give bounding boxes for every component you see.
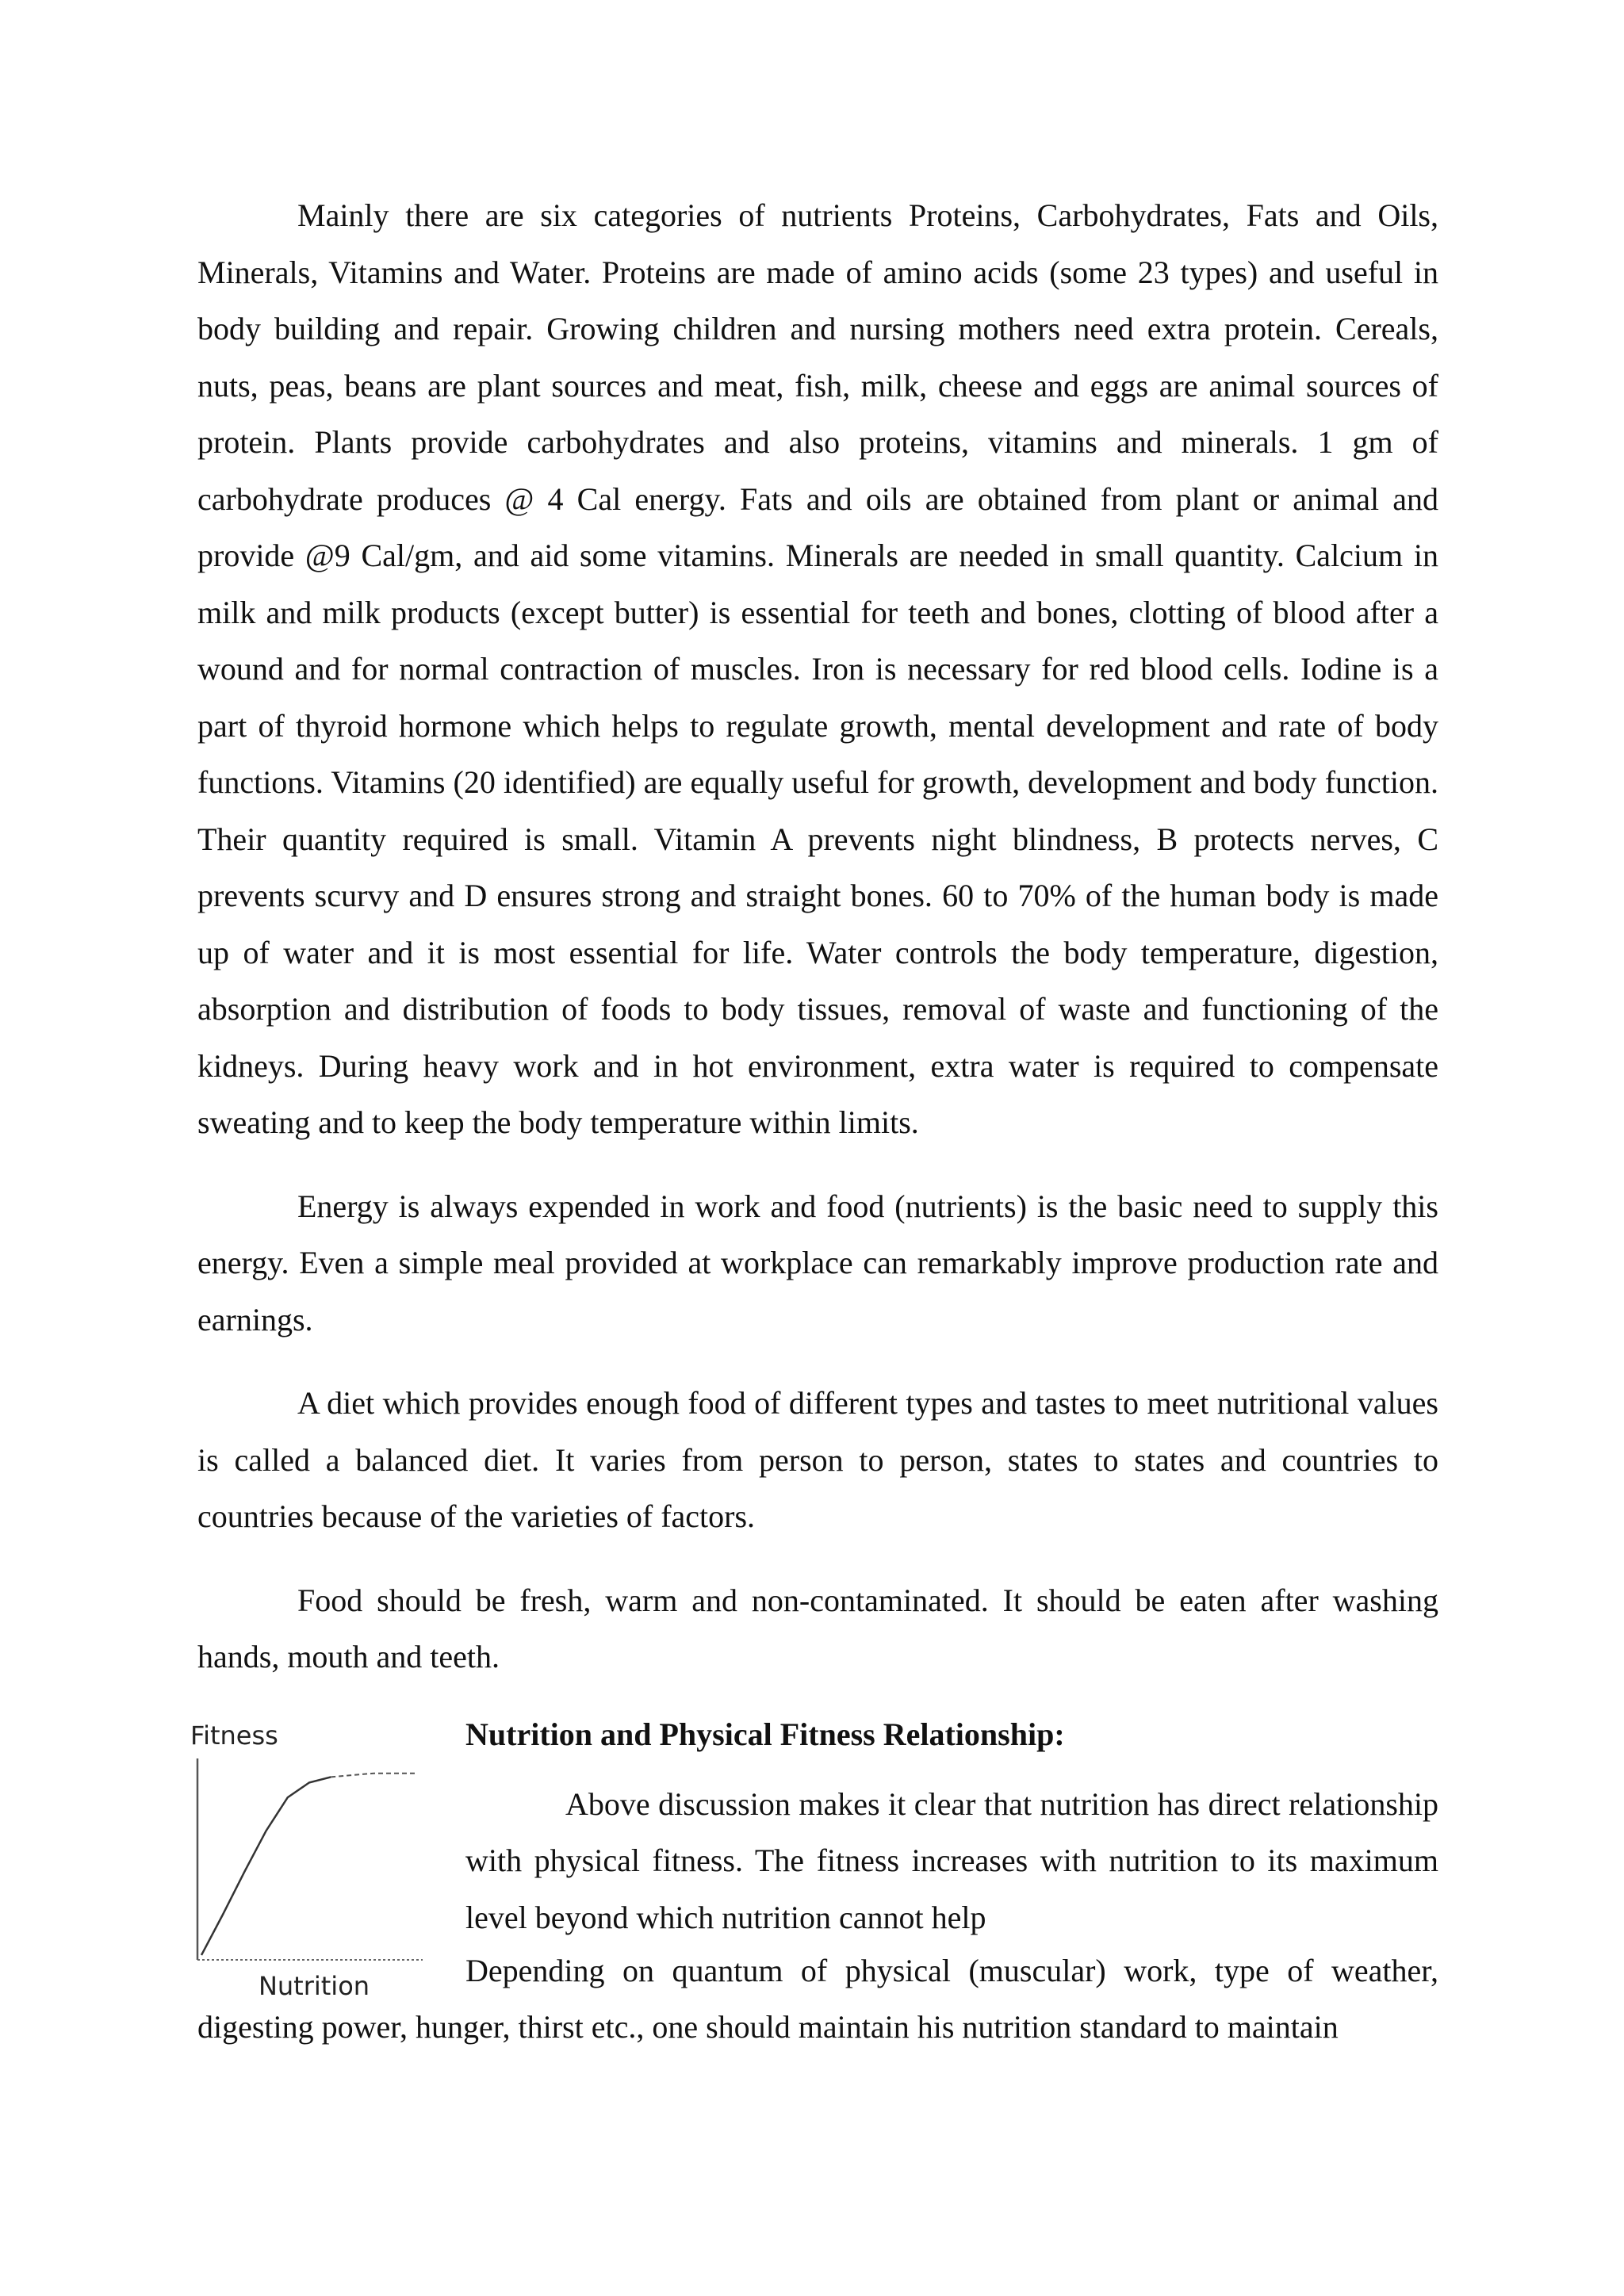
paragraph-balanced-diet: A diet which provides enough food of different types and tastes to meet nutritional values is called a balanced diet. It varies from person to person, states to states and countries to countries because of the varieties of factors. [197,1385,1438,1534]
fitness-text-block [465,1712,1438,1946]
paragraph-food-hygiene: Food should be fresh, warm and non-contaminated. It should be eaten after washing hands, mouth and teeth. [197,1582,1438,1674]
fitness-curve [201,1777,331,1955]
paragraph-nutrition-standard: Depending on quantum of physical (muscular) work, type of weather, digesting power, hunger, thirst etc., one should maintain his nutrition standard to maintain [197,1952,1438,2045]
paragraph-energy: Energy is always expended in work and food (nutrients) is the basic need to supply this energy. Even a simple meal provided at workplace can remarkably improve production rate and earnings. [197,1188,1438,1337]
paragraph-fitness-relationship: Above discussion makes it clear that nutrition has direct relationship with physical fitness. The fitness increases with nutrition to its maximum level beyond which nutrition cannot help [465,1785,1438,1935]
paragraph-nutrients: Mainly there are six categories of nutrients Proteins, Carbohydrates, Fats and Oils, Minerals, Vitamins and Water. Proteins are made of amino acids (some 23 types) and useful in body building and repair. Growing children and nursing mothers need extra protein. Cereals, nuts, peas, beans are plant sources and meat, fish, milk, cheese and eggs are animal sources of protein. Plants provide carbohydrates and also proteins, vitamins and minerals. 1 gm of carbohydrate produces @ 4 Cal energy. Fats and oils are obtained from plant or animal and provide @9 Cal/gm, and aid some vitamins. Minerals are needed in small quantity. Calcium in milk and milk products (except butter) is essential for teeth and bones, clotting of blood after a wound and for normal contraction of muscles. Iron is necessary for red blood cells. Iodine is a part of thyroid hormone which helps to regulate growth, mental development and rate of body functions. Vitamins (20 identified) are equally useful for growth, development and body function. Their quantity required is small. Vitamin A prevents night blindness, B protects nerves, C prevents scurvy and D ensures strong and straight bones. 60 to 70% of the human body is made up of water and it is most essential for life. Water controls the body temperature, digestion, absorption and distribution of foods to body tissues, removal of waste and functioning of the kidneys. During heavy work and in hot environment, extra water is required to compensate sweating and to keep the body temperature within limits. [197,197,1438,1140]
chart-y-axis-label: Fitness [190,1720,278,1751]
section-heading: Nutrition and Physical Fitness Relationship: [465,1716,1065,1752]
chart-x-axis-label: Nutrition [258,1970,370,2001]
fitness-plateau [331,1773,417,1777]
document-page [190,187,1438,2045]
chart-series [201,1773,417,1954]
fitness-section [190,1712,1438,2045]
